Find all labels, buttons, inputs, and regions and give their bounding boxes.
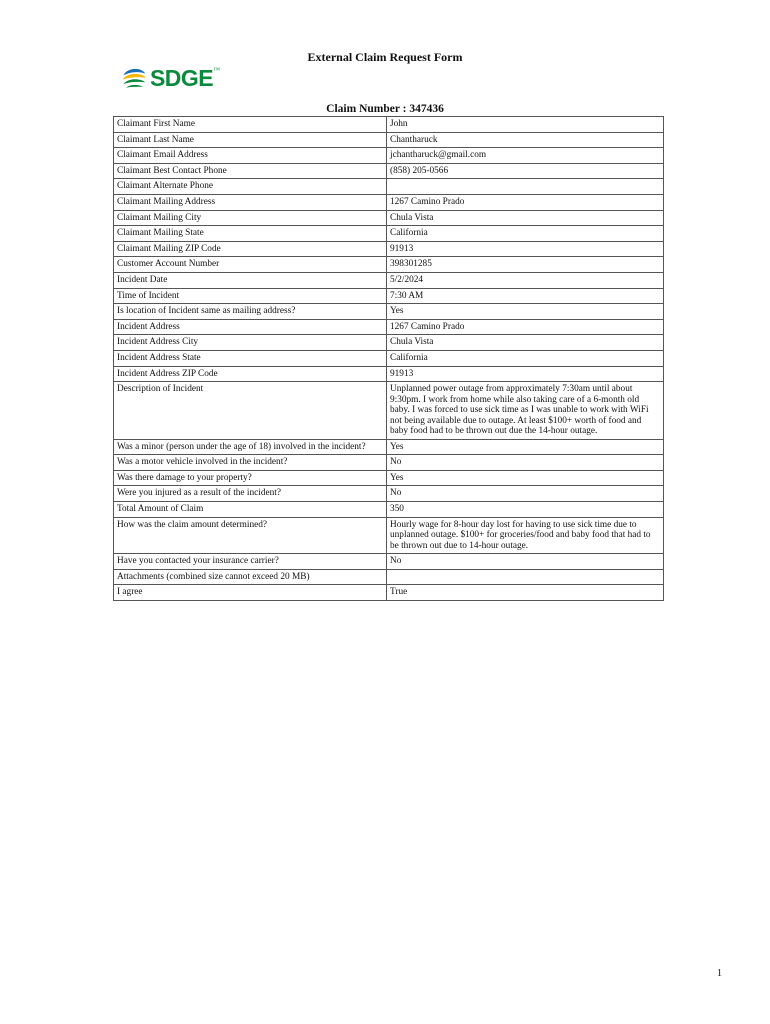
field-value: 7:30 AM	[387, 288, 664, 304]
table-row	[114, 194, 664, 210]
table-row	[114, 486, 664, 502]
table-row	[114, 319, 664, 335]
field-value	[387, 179, 664, 195]
sdge-logo-icon	[120, 62, 148, 94]
field-label: Is location of Incident same as mailing address?	[114, 304, 387, 320]
table-row	[114, 210, 664, 226]
field-value: Chula Vista	[387, 210, 664, 226]
field-label: Was a motor vehicle involved in the incident?	[114, 455, 387, 471]
field-label: Claimant First Name	[114, 117, 387, 133]
field-label: I agree	[114, 585, 387, 601]
field-label: How was the claim amount determined?	[114, 517, 387, 554]
field-value: Chantharuck	[387, 132, 664, 148]
claim-details-table	[113, 116, 664, 601]
table-row	[114, 382, 664, 440]
field-label: Total Amount of Claim	[114, 501, 387, 517]
field-value: 91913	[387, 241, 664, 257]
field-value: 350	[387, 501, 664, 517]
field-value: Yes	[387, 304, 664, 320]
sdge-logo-text: SDGE	[149, 64, 214, 91]
table-row	[114, 470, 664, 486]
table-row	[114, 148, 664, 164]
field-label: Were you injured as a result of the incident?	[114, 486, 387, 502]
field-value: 1267 Camino Prado	[387, 319, 664, 335]
table-row	[114, 241, 664, 257]
table-row	[114, 350, 664, 366]
field-label: Incident Address City	[114, 335, 387, 351]
field-value: 1267 Camino Prado	[387, 194, 664, 210]
table-row	[114, 554, 664, 570]
field-label: Customer Account Number	[114, 257, 387, 273]
field-label: Was there damage to your property?	[114, 470, 387, 486]
field-label: Claimant Last Name	[114, 132, 387, 148]
table-row	[114, 455, 664, 471]
sdge-logo	[120, 60, 220, 96]
field-value: 5/2/2024	[387, 272, 664, 288]
trademark-mark: ™	[213, 66, 220, 74]
field-label: Claimant Alternate Phone	[114, 179, 387, 195]
table-row	[114, 569, 664, 585]
claim-number: Claim Number : 347436	[326, 103, 444, 115]
table-row	[114, 179, 664, 195]
field-value: Hourly wage for 8-hour day lost for having to use sick time due to unplanned outage. $100+ for groceries/food and baby food that had to be thrown out due to 14-hour outage.	[387, 517, 664, 554]
table-row	[114, 163, 664, 179]
field-label: Time of Incident	[114, 288, 387, 304]
page-title: External Claim Request Form	[307, 50, 463, 64]
field-label: Incident Date	[114, 272, 387, 288]
page-number: 1	[717, 968, 722, 979]
field-label: Claimant Mailing ZIP Code	[114, 241, 387, 257]
field-label: Claimant Best Contact Phone	[114, 163, 387, 179]
table-row	[114, 132, 664, 148]
field-label: Incident Address ZIP Code	[114, 366, 387, 382]
table-row	[114, 501, 664, 517]
table-row	[114, 288, 664, 304]
field-value: California	[387, 226, 664, 242]
field-value: 398301285	[387, 257, 664, 273]
field-label: Incident Address	[114, 319, 387, 335]
field-value: Yes	[387, 439, 664, 455]
field-label: Description of Incident	[114, 382, 387, 440]
field-value: Unplanned power outage from approximately 7:30am until about 9:30pm. I work from home while also taking care of a 6-month old baby. I was forced to use sick time as I was unable to work with WiFi not being available due to outage. At least $100+ worth of food and baby food had to be thrown out due the 14-hour outage.	[387, 382, 664, 440]
table-row	[114, 272, 664, 288]
field-value: No	[387, 486, 664, 502]
field-label: Was a minor (person under the age of 18) involved in the incident?	[114, 439, 387, 455]
field-label: Claimant Email Address	[114, 148, 387, 164]
table-row	[114, 439, 664, 455]
field-label: Attachments (combined size cannot exceed 20 MB)	[114, 569, 387, 585]
field-value	[387, 569, 664, 585]
table-row	[114, 585, 664, 601]
field-value: No	[387, 554, 664, 570]
field-value: (858) 205-0566	[387, 163, 664, 179]
table-row	[114, 335, 664, 351]
field-value: jchantharuck@gmail.com	[387, 148, 664, 164]
field-label: Claimant Mailing City	[114, 210, 387, 226]
field-value: Yes	[387, 470, 664, 486]
table-row	[114, 366, 664, 382]
field-value: No	[387, 455, 664, 471]
table-row	[114, 226, 664, 242]
field-value: True	[387, 585, 664, 601]
table-row	[114, 304, 664, 320]
field-value: 91913	[387, 366, 664, 382]
table-row	[114, 517, 664, 554]
table-row	[114, 117, 664, 133]
field-label: Incident Address State	[114, 350, 387, 366]
field-value: Chula Vista	[387, 335, 664, 351]
table-row	[114, 257, 664, 273]
field-label: Have you contacted your insurance carrier?	[114, 554, 387, 570]
field-label: Claimant Mailing Address	[114, 194, 387, 210]
field-label: Claimant Mailing State	[114, 226, 387, 242]
field-value: John	[387, 117, 664, 133]
field-value: California	[387, 350, 664, 366]
